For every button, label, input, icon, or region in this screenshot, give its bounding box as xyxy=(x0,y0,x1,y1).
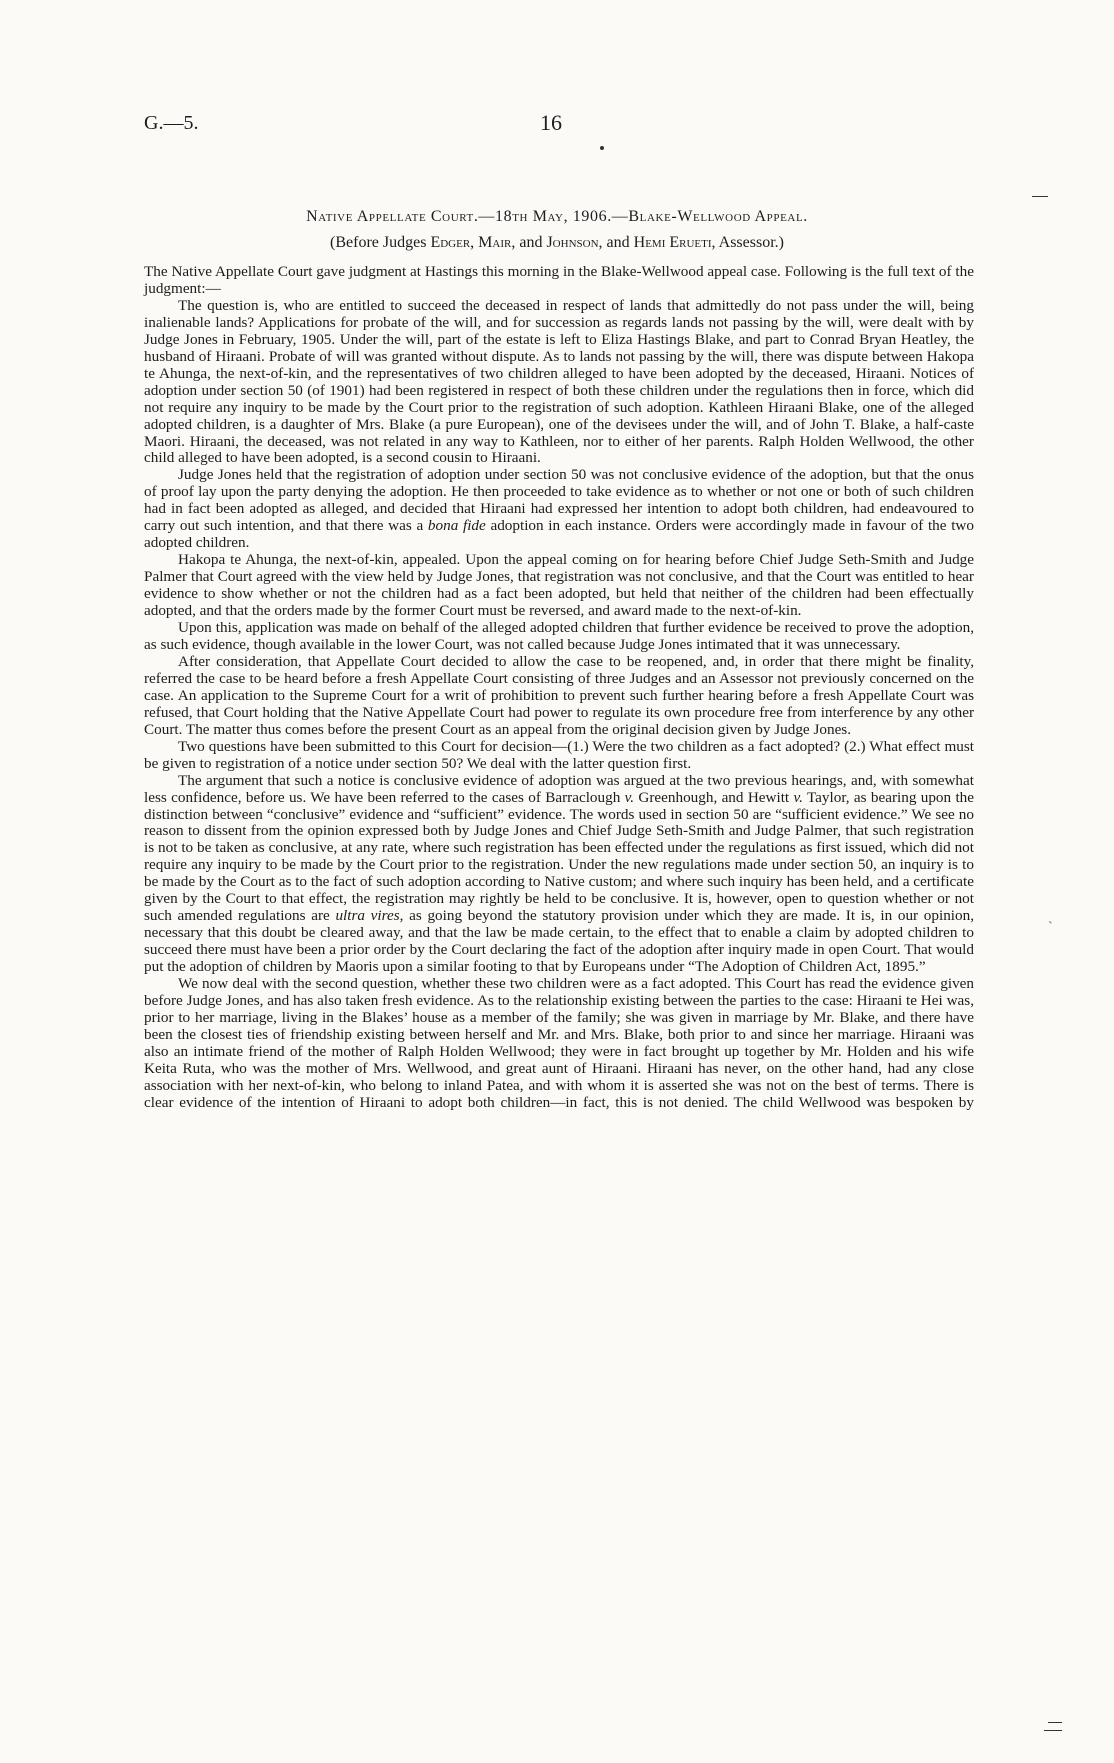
body-paragraph xyxy=(144,773,974,976)
margin-mark xyxy=(1032,196,1048,197)
margin-tick: ˋ xyxy=(1048,920,1053,935)
body-paragraph: The Native Appellate Court gave judgment at Hastings this morning in the Blake-Wellwood appeal case. Following is the full text of the judgment:— xyxy=(144,263,974,297)
italic-phrase: v. xyxy=(793,788,803,806)
margin-mark xyxy=(1048,1722,1062,1723)
article-body xyxy=(144,264,974,1112)
margin-mark xyxy=(1044,1730,1062,1731)
judge-name: Mair xyxy=(478,234,512,251)
paragraph-text: Taylor, as bearing upon the distinction between “conclusive” evidence and “sufficient” evidence. The words used in section 50 are “sufficient evidence.” We see no reason to dissent from the opinion expressed both by Judge Jones and Chief Judge Seth-Smith and Judge Palmer, that such registration is not to be taken as conclusive, at any rate, where such registration has been effected under the regulations as first issued, which did not require any inquiry to be made by the Court prior to the registration. Under the new regulations made under section 50, an inquiry is to be made by the Court as to the fact of such adoption according to Native custom; and where such inquiry has been held, and a certificate given by the Court to that effect, the registration may rightly be held to be conclusive. It is, however, open to question whether or not such amended regulations are xyxy=(144,788,974,925)
subtitle-separator: , xyxy=(470,234,479,251)
paragraph-text: The argument that such a notice is conclusive evidence of adoption was argued at the two previous hearings, and, with somewhat less confidence, before us. We have been referred to the cases of Barraclough xyxy=(144,771,974,806)
judge-name: Johnson xyxy=(546,234,599,251)
body-paragraph: Hakopa te Ahunga, the next-of-kin, appealed. Upon the appeal coming on for hearing before Chief Judge Seth-Smith and Judge Palmer that Court agreed with the view held by Judge Jones, that registration was not conclusive, and that the Court was entitled to hear evidence to show whether or not the children had as a fact been adopted, but held that neither of the children had been effectually adopted, and that the orders made by the former Court must be reversed, and award made to the next-of-kin. xyxy=(144,551,974,620)
assessor-name: Hemi Erueti xyxy=(633,234,712,251)
body-paragraph: After consideration, that Appellate Court decided to allow the case to be reopened, and, in order that there might be finality, referred the case to be heard before a fresh Appellate Court consisting of three Judges and an Assessor not previously concerned on the case. An application to the Supreme Court for a writ of prohibition to prevent such further hearing before a fresh Appellate Court was refused, that Court holding that the Native Appellate Court had power to regulate its own procedure free from interference by any other Court. The matter thus comes before the present Court as an appeal from the original decision given by Judge Jones. xyxy=(144,652,974,738)
body-paragraph: The question is, who are entitled to succeed the deceased in respect of lands that admittedly do not pass under the will, being inalienable lands? Applications for probate of the will, and for succession as regards lands not passing by the will, were dealt with by Judge Jones in February, 1905. Under the will, part of the estate is left to Eliza Hastings Blake, and part to Conrad Bryan Heatley, the husband of Hiraani. Probate of will was granted without dispute. As to lands not passing by the will, there was dispute between Hakopa te Ahunga, the next-of-kin, and the representatives of two children alleged to have been adopted by the deceased, Hiraani. Notices of adoption under section 50 (of 1901) had been registered in respect of both these children under the regulations then in force, which did not require any inquiry to be made by the Court prior to the registration of such adoption. Kathleen Hiraani Blake, one of the alleged adopted children, is a daughter of Mrs. Blake (a pure European), one of the devisees under the will, and of John T. Blake, a half-caste Maori. Hiraani, the deceased, was not related in any way to Kathleen, nor to either of her parents. Ralph Holden Wellwood, the other child alleged to have been adopted, is a second cousin to Hiraani. xyxy=(144,296,974,467)
document-reference: G.—5. xyxy=(144,112,199,134)
paragraph-text: , as going beyond the statutory provision under which they are made. It is, in our opinion, necessary that this doubt be cleared away, and that the law be made certain, to the effect that to enable a claim by adopted children to succeed there must have been a prior order by the Court declaring the fact of the adoption after inquiry made in open Court. That would put the adoption of children by Maoris upon a similar footing to that by Europeans under “The Adoption of Children Act, 1895.” xyxy=(144,907,974,976)
article-subtitle xyxy=(140,234,974,252)
paragraph-text: Judge Jones held that the registration of adoption under section 50 was not conclusive evidence of the adoption, but that the onus of proof lay upon the party denying the adoption. He then proceeded to take evidence as to whether or not one or both of such children had in fact been adopted as alleged, and decided that Hiraani had expressed her intention to adopt both children, had endeavoured to carry out such intention, and that there was a xyxy=(144,466,974,535)
judge-name: Edger xyxy=(430,234,471,251)
italic-phrase: ultra vires xyxy=(335,907,400,925)
subtitle-close: , Assessor.) xyxy=(711,234,784,251)
subtitle-separator: , and xyxy=(598,234,634,251)
body-paragraph: Upon this, application was made on behalf of the alleged adopted children that further evidence be received to prove the adoption, as such evidence, though available in the lower Court, was not called because Judge Jones intimated that it was unnecessary. xyxy=(144,619,974,653)
body-paragraph xyxy=(144,467,974,552)
paragraph-text: Greenhough, and Hewitt xyxy=(634,788,794,806)
italic-phrase: bona fide xyxy=(427,517,486,535)
subtitle-open: (Before Judges xyxy=(330,234,431,251)
stray-mark xyxy=(600,146,604,150)
body-paragraph: Two questions have been submitted to this Court for decision—(1.) Were the two children as a fact adopted? (2.) What effect must be given to registration of a notice under section 50? We deal with the latter question first. xyxy=(144,737,974,772)
subtitle-separator: , and xyxy=(511,234,547,251)
paragraph-text: adoption in each instance. Orders were accordingly made in favour of the two adopted children. xyxy=(144,517,974,552)
article-title: Native Appellate Court.—18th May, 1906.—Blake-Wellwood Appeal. xyxy=(306,208,808,225)
page-number: 16 xyxy=(540,110,562,135)
body-paragraph: We now deal with the second question, whether these two children were as a fact adopted. This Court has read the evidence given before Judge Jones, and has also taken fresh evidence. As to the relationship existing between the parties to the case: Hiraani te Hei was, prior to her marriage, living in the Blakes’ house as a member of the family; she was given in marriage by Mr. Blake, and there have been the closest ties of friendship existing between herself and Mr. and Mrs. Blake, both prior to and since her marriage. Hiraani was also an intimate friend of the mother of Ralph Holden Wellwood; they were in fact brought up together by Mr. Holden and his wife Keita Ruta, who was the mother of Mrs. Wellwood, and great aunt of Hiraani. Hiraani has never, on the other hand, had any close association with her next-of-kin, who belong to inland Patea, and with whom it is asserted she was not on the best of terms. There is clear evidence of the intention of Hiraani to adopt both children—in fact, this is not denied. The child Wellwood was bespoken by xyxy=(144,975,974,1111)
italic-phrase: v. xyxy=(624,788,635,806)
